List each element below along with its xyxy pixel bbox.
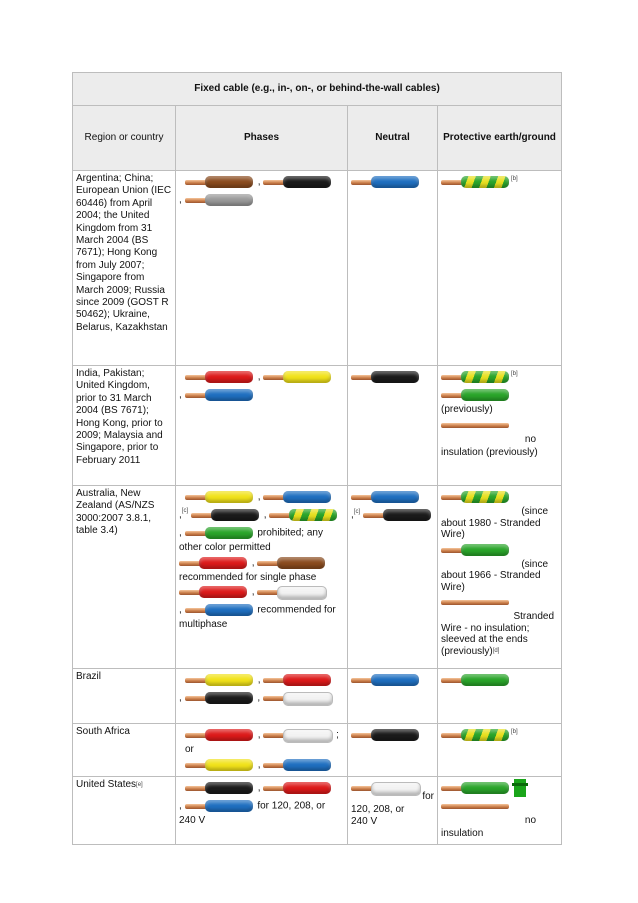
neutral-cell [348, 669, 438, 724]
separator: , [179, 692, 182, 704]
footnote-ref: [d] [492, 647, 500, 654]
wire-black [351, 371, 421, 383]
wiring-color-table [72, 72, 562, 845]
phase-note: for 120, 208, or [257, 801, 326, 813]
wire-brown [185, 176, 255, 188]
neutral-cell [348, 486, 438, 669]
wire-black [185, 782, 255, 794]
earth-cell [438, 669, 562, 724]
phases-cell [176, 486, 348, 669]
wire-red [185, 371, 255, 383]
wire-black [363, 509, 433, 521]
earth-note: (since [521, 506, 549, 517]
footnote-ref: [b] [511, 729, 518, 735]
separator: , [257, 783, 261, 795]
earth-note: sleeved at the ends [441, 634, 528, 645]
separator: , [257, 371, 261, 383]
wire-black [351, 729, 421, 741]
separator: , [179, 509, 182, 521]
separator: , [179, 527, 182, 539]
wire-red [263, 782, 333, 794]
wire-blue [263, 491, 333, 503]
earth-note: no [524, 434, 537, 446]
wire-green [441, 389, 511, 401]
separator: , [179, 604, 182, 616]
footnote-ref: [b] [511, 176, 518, 182]
wire-green-yellow [269, 509, 339, 521]
wire-blue [185, 604, 255, 616]
phase-note: other color permitted [179, 542, 271, 553]
wire-green [441, 544, 511, 556]
wire-green-yellow [441, 371, 511, 383]
wire-blue [263, 759, 333, 771]
separator: , [257, 729, 261, 741]
earth-note: Wire - no insulation; [441, 622, 530, 634]
neutral-cell [348, 366, 438, 486]
wire-brown [257, 557, 327, 569]
wire-blue [351, 674, 421, 686]
phase-note: recommended for single phase [179, 571, 317, 583]
wire-black [191, 509, 261, 521]
separator: , [257, 176, 261, 188]
earth-note: (since [521, 558, 549, 570]
wire-blue [185, 389, 255, 401]
region-name: United States [76, 779, 137, 791]
separator: , [257, 692, 261, 704]
wire-green-yellow [441, 729, 511, 741]
phases-cell [176, 669, 348, 724]
region-cell: India, Pakistan; United Kingdom, prior to 31 March 2004 (BS 7671); Hong Kong, prior to 2009; Malaysia and Singapore, prior to February 2011 [73, 366, 176, 486]
phases-cell [176, 171, 348, 366]
separator: , [251, 557, 255, 569]
table-row [73, 486, 562, 669]
table-row [73, 366, 562, 486]
phases-cell [176, 724, 348, 777]
wire-yellow [185, 759, 255, 771]
table-row [73, 724, 562, 777]
phase-note: recommended for [257, 604, 336, 616]
wire-red [179, 557, 249, 569]
neutral-note: for [422, 791, 434, 803]
separator: , [179, 194, 182, 206]
table-row [73, 171, 562, 366]
region-cell: Australia, New Zealand (AS/NZS 3000:2007 3.8.1, table 3.4) [73, 486, 176, 669]
earth-note: (previously) [441, 404, 493, 415]
header-earth: Protective earth/ground [438, 106, 562, 171]
footnote-ref: [c] [181, 508, 189, 514]
wire-red [263, 674, 333, 686]
neutral-note: 240 V [351, 816, 378, 828]
wire-bare-copper [441, 596, 511, 608]
separator: , [257, 760, 261, 772]
footnote-ref: [c] [353, 509, 361, 515]
wire-green-yellow [441, 176, 511, 188]
wire-blue [185, 800, 255, 812]
earth-note: about 1966 - Stranded [441, 570, 541, 581]
earth-cell [438, 724, 562, 777]
green-ground-screw-icon [514, 779, 526, 797]
header-phases: Phases [176, 106, 348, 171]
wire-red [185, 729, 255, 741]
earth-note: Wire) [441, 581, 465, 593]
earth-note: insulation [441, 827, 484, 839]
footnote-ref: [e] [136, 782, 143, 789]
phases-cell [176, 366, 348, 486]
phase-note: ; or [185, 729, 339, 755]
earth-note: (previously) [441, 645, 493, 657]
wire-black [263, 176, 333, 188]
phase-note: 240 V [179, 815, 206, 827]
wire-green [441, 674, 511, 686]
wire-yellow [185, 674, 255, 686]
earth-cell [438, 366, 562, 486]
separator: , [257, 674, 261, 686]
earth-note: insulation (previously) [441, 446, 538, 458]
region-cell: Argentina; China; European Union (IEC 60446) from April 2004; the United Kingdom from 31 March 2004 (BS 7671); Hong Kong from July 2007; Singapore from March 2009; Russia since 2009 (GOST R 50462); Ukraine, Belarus, Kazakhstan [73, 171, 176, 366]
wire-red [179, 586, 249, 598]
table-row [73, 669, 562, 724]
wire-white [351, 782, 421, 794]
wire-bare-copper [441, 800, 511, 812]
separator: , [179, 389, 182, 401]
earth-note: Wire) [441, 529, 465, 540]
wire-green-yellow [441, 491, 511, 503]
header-region: Region or country [73, 106, 176, 171]
earth-cell [438, 777, 562, 845]
wire-bare-copper [441, 419, 511, 431]
wire-green [441, 782, 511, 794]
wire-blue [351, 176, 421, 188]
wire-yellow [263, 371, 333, 383]
phase-note: prohibited; any [257, 527, 323, 539]
table-caption: Fixed cable (e.g., in-, on-, or behind-the-wall cables) [73, 73, 562, 106]
separator: , [257, 491, 261, 503]
wire-yellow [185, 491, 255, 503]
separator: , [351, 509, 354, 521]
region-cell: Brazil [73, 669, 176, 724]
phases-cell [176, 777, 348, 845]
region-cell [73, 777, 176, 845]
footnote-ref: [b] [511, 371, 518, 377]
neutral-note: 120, 208, or [351, 803, 405, 815]
separator: , [179, 801, 182, 813]
table-row [73, 777, 562, 845]
earth-cell [438, 171, 562, 366]
wire-grey [185, 194, 255, 206]
wire-white [257, 586, 327, 598]
earth-cell [438, 486, 562, 669]
wire-blue [351, 491, 421, 503]
separator: , [263, 509, 267, 521]
separator: , [251, 586, 255, 598]
neutral-cell [348, 171, 438, 366]
header-neutral: Neutral [348, 106, 438, 171]
wire-white [263, 692, 333, 704]
neutral-cell [348, 724, 438, 777]
earth-note: Stranded [513, 611, 555, 622]
earth-note: no [524, 815, 537, 827]
region-cell: South Africa [73, 724, 176, 777]
earth-note: about 1980 - Stranded [441, 517, 541, 529]
phase-note: multiphase [179, 619, 228, 630]
wire-white [263, 729, 333, 741]
neutral-cell [348, 777, 438, 845]
wire-black [185, 692, 255, 704]
wire-green [185, 527, 255, 539]
